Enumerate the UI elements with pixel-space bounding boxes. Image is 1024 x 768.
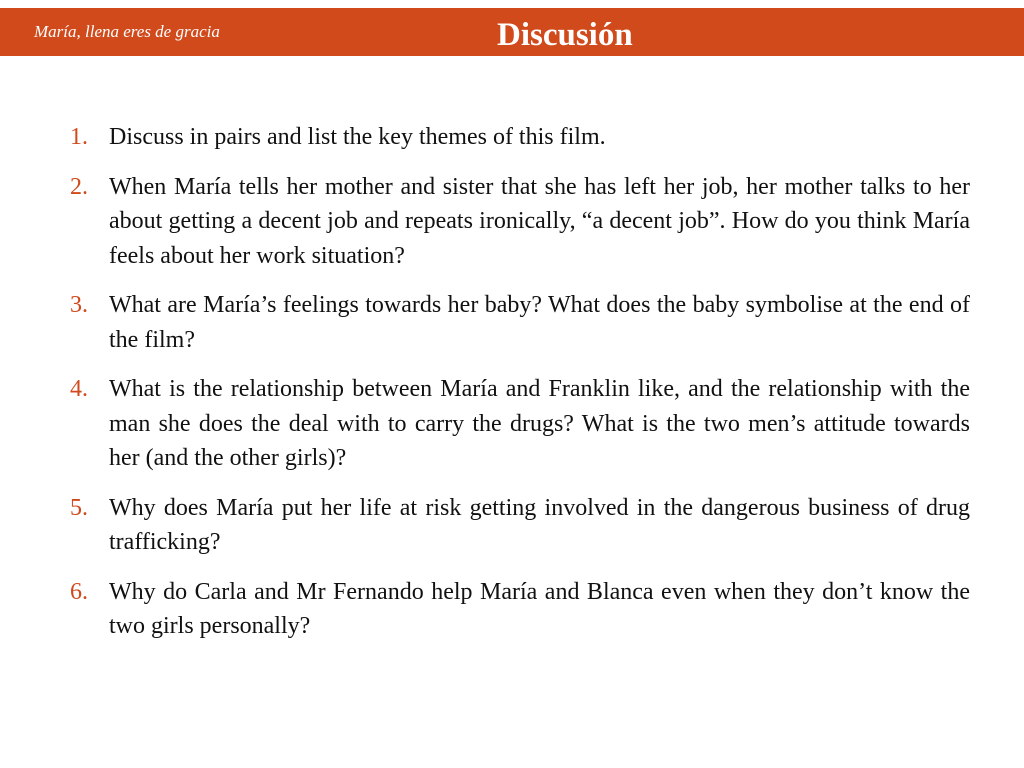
question-item xyxy=(60,120,970,155)
question-text: Why does María put her life at risk getting involved in the dangerous business of drug trafficking? xyxy=(109,494,970,555)
question-number: 6. xyxy=(70,578,88,605)
question-item xyxy=(60,288,970,357)
question-text: What is the relationship between María and Franklin like, and the relationship with the man she does the deal with to carry the drugs? What is the two men’s attitude towards her (and the other girls)? xyxy=(109,376,970,471)
question-item xyxy=(60,170,970,274)
header-subtitle: María, llena eres de gracia xyxy=(34,22,220,41)
question-number: 1. xyxy=(70,124,88,150)
question-number: 2. xyxy=(70,173,88,200)
question-text: What are María’s feelings towards her baby? What does the baby symbolise at the end of the film? xyxy=(109,292,970,353)
question-number: 5. xyxy=(70,494,88,521)
header-bar xyxy=(0,8,1024,56)
question-item xyxy=(60,575,970,644)
question-text: Discuss in pairs and list the key themes of this film. xyxy=(109,124,606,150)
question-number: 4. xyxy=(70,376,88,402)
question-number: 3. xyxy=(70,292,88,318)
slide-title: Discusión xyxy=(497,17,633,53)
question-list xyxy=(60,120,970,659)
question-item xyxy=(60,372,970,476)
question-text: Why do Carla and Mr Fernando help María and Blanca even when they don’t know the two girls personally? xyxy=(109,578,970,639)
question-item xyxy=(60,491,970,560)
question-text: When María tells her mother and sister that she has left her job, her mother talks to her about getting a decent job and repeats ironically, “a decent job”. How do you think María feels about her work situation? xyxy=(109,173,970,269)
